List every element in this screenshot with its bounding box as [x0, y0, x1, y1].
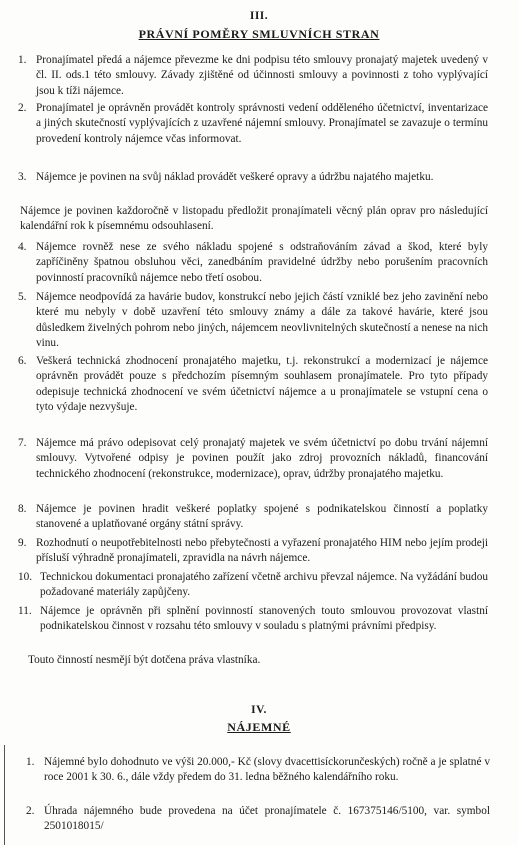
section-3-item-3: 3. Nájemce je povinen na svůj náklad provádět veškeré opravy a údržbu najatého majetku.	[18, 171, 434, 183]
section-3-item-5: 5. Nájemce neodpovídá za havárie budov, konstrukcí nebo jejich částí vzniklé bez jeho zavinění nebo které mu nebyly v době uzavření této smlouvy známy a dále za takové havárie, které jsou důsledkem živelných pohrom nebo jiných, nájemcem neovlivnitelných skutečností a nenese na nich vinu.	[18, 291, 488, 350]
section-4-item-2: 2. Úhrada nájemného bude provedena na účet pronajímatele č. 167375146/5100, var. symbol 2501018015/	[26, 805, 490, 833]
section-3-item-4: 4. Nájemce rovněž nese ze svého nákladu spojené s odstraňováním závad a škod, které byly zapříčiněny špatnou obsluhou věci, zanedbáním pravidelné údržby nebo porušením pracovních povinností pracovníků nájemce nebo třetí osobou.	[18, 241, 488, 284]
section-3-item-1: 1. Pronajímatel předá a nájemce převezme ke dni podpisu této smlouvy pronajatý majetek uvedený v čl. II. ods.1 této smlouvy. Závady zjištěné od účinnosti smlouvy a povinnosti z toho vyplývající jsou k tíži nájemce.	[18, 54, 488, 97]
section-3-item-3-cont: Nájemce je povinen každoročně v listopadu předložit pronajímateli věcný plán oprav pro následující kalendářní rok k písemnému odsouhlasení.	[20, 205, 488, 233]
section-3-item-7: 7. Nájemce má právo odepisovat celý pronajatý majetek ve svém účetnictví po dobu trvání nájemní smlouvy. Vytvořené odpisy je povinen použít jako zdroj provozních nákladů, financování technického zhodnocení (rekonstrukce, modernizace), oprav, údržby pronajatého majetku.	[18, 437, 488, 480]
margin-line	[4, 745, 5, 845]
section-3-item-11: 11. Nájemce je oprávněn při splnění povinností stanovených touto smlouvou provozovat vlastní podnikatelskou činnost v rozsahu této smlouvy v souladu s platnými právními předpisy.	[18, 605, 488, 633]
section-3-title: PRÁVNÍ POMĚRY SMLUVNÍCH STRAN	[138, 27, 380, 41]
section-3-item-10: 10. Technickou dokumentaci pronajatého zařízení včetně archivu převzal nájemce. Na vyžádání budou požadované materiály zapůjčeny.	[18, 571, 488, 599]
section-3-item-9: 9. Rozhodnutí o neupotřebitelnosti nebo přebytečnosti a vyřazení pronajatého HIM nebo jejím prodeji přísluší výhradně pronajímateli, zpravidla na návrh nájemce.	[18, 537, 488, 565]
section-3-item-6: 6. Veškerá technická zhodnocení pronajatého majetku, t.j. rekonstrukcí a modernizací je nájemce oprávněn provádět pouze s předchozím písemným souhlasem pronajímatele. Pro tyto případy odepisuje technická zhodnocení ve svém účetnictví nájemce a u pronajímatele se vstupní cena o tyto výdaje nezvyšuje.	[18, 355, 488, 414]
section-3-number: III.	[249, 10, 269, 22]
section-3-item-8: 8. Nájemce je povinen hradit veškeré poplatky spojené s podnikatelskou činností a poplatky stanovené a uplatňované orgány státní správy.	[18, 503, 488, 531]
section-4-item-1: 1. Nájemné bylo dohodnuto ve výši 20.000,- Kč (slovy dvacettisíckorunčeských) ročně a je splatné v roce 2001 k 30. 6., dále vždy předem do 31. ledna běžného kalendářního roku.	[26, 756, 490, 784]
section-3-item-2: 2. Pronajímatel je oprávněn provádět kontroly správnosti vedení odděleného účetnictví, inventarizace a jiných skutečností vyplývajících z uzavřené nájemní smlouvy. Pronajímatel se zavazuje o termínu provedení kontroly nájemce včas informovat.	[18, 102, 488, 145]
section-4-number: IV.	[251, 704, 267, 716]
section-3-closing: Touto činností nesmějí být dotčena práva vlastníka.	[28, 654, 261, 666]
section-4-title: NÁJEMNÉ	[227, 720, 291, 734]
